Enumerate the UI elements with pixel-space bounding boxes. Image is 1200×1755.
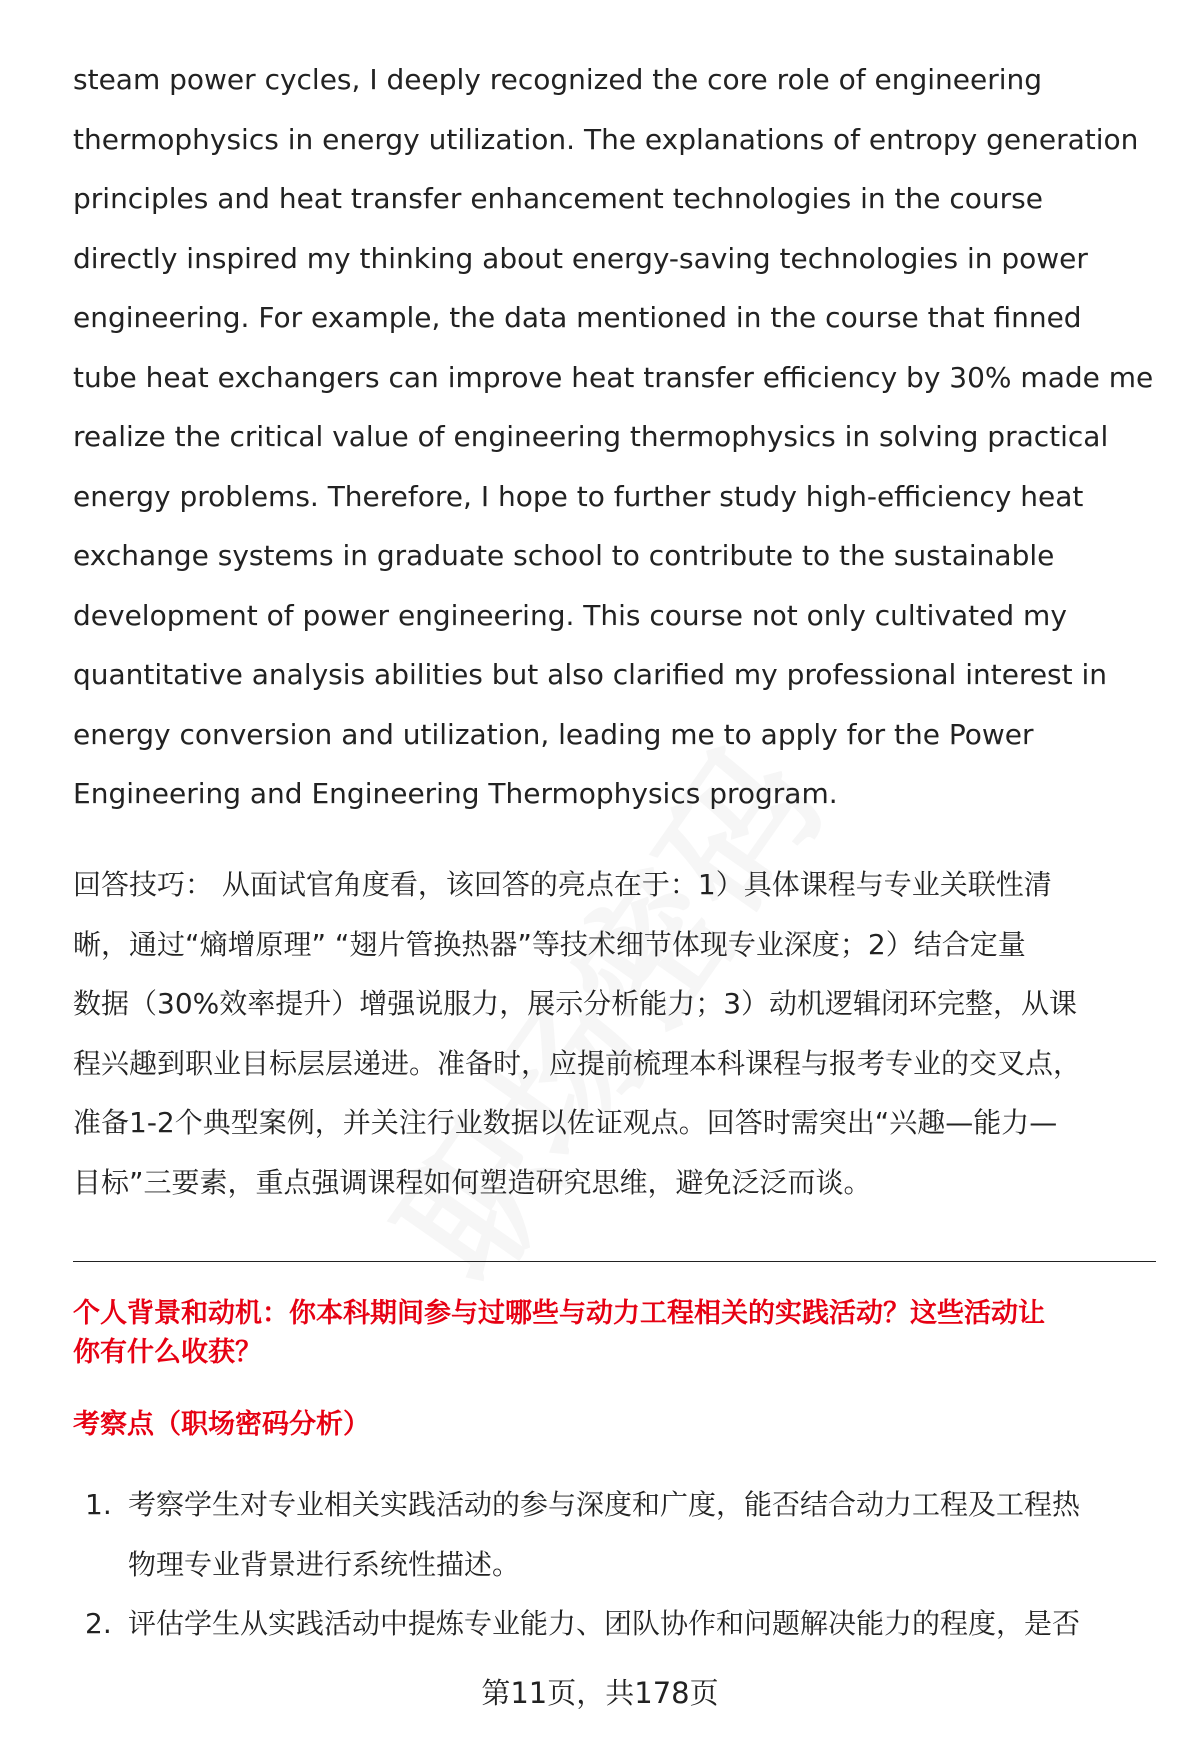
list-item	[85, 1594, 1175, 1654]
text-line: thermophysics in energy utilization. The explanations of entropy generation	[73, 122, 1139, 156]
text-line: 晰，通过“熵增原理” “翅片管换热器”等技术细节体现专业深度；2）结合定量	[73, 927, 1026, 961]
text-line: 评估学生从实践活动中提炼专业能力、团队协作和问题解决能力的程度，是否	[128, 1607, 1081, 1640]
text-line: principles and heat transfer enhancement technologies in the course	[73, 182, 1043, 215]
text-line: 数据（30%效率提升）增强说服力，展示分析能力；3）动机逻辑闭环完整，从课	[73, 987, 1078, 1020]
tips-paragraph	[73, 855, 1163, 1212]
list-number: 2.	[85, 1607, 112, 1640]
page-number: 第11页，共178页	[481, 1676, 719, 1710]
text-line: engineering. For example, the data mentioned in the course that finned	[73, 301, 1082, 334]
text-line: quantitative analysis abilities but also clarified my professional interest in	[73, 658, 1108, 691]
text-line: realize the critical value of engineering thermophysics in solving practical	[73, 420, 1109, 453]
question-heading	[73, 1294, 1163, 1372]
text-line: energy problems. Therefore, I hope to further study high-efficiency heat	[73, 479, 1084, 513]
text-line: directly inspired my thinking about energy-saving technologies in power	[73, 241, 1088, 275]
heading-line: 个人背景和动机：你本科期间参与过哪些与动力工程相关的实践活动？这些活动让	[73, 1298, 1045, 1329]
assessment-list	[85, 1475, 1175, 1654]
list-number: 1.	[85, 1488, 112, 1521]
text-line: 程兴趣到职业目标层层递进。准备时，应提前梳理本科课程与报考专业的交叉点，	[73, 1046, 1082, 1080]
answer-paragraph	[73, 50, 1163, 824]
list-item	[85, 1475, 1175, 1594]
text-line: exchange systems in graduate school to contribute to the sustainable	[73, 539, 1055, 572]
text-line: energy conversion and utilization, leading me to apply for the Power	[73, 717, 1034, 751]
text-line: 目标”三要素，重点强调课程如何塑造研究思维，避免泛泛而谈。	[73, 1165, 872, 1199]
heading-line: 你有什么收获？	[73, 1337, 262, 1368]
text-line: steam power cycles, I deeply recognized the core role of engineering	[73, 63, 1043, 96]
text-line: 准备1-2个典型案例，并关注行业数据以佐证观点。回答时需突出“兴趣—能力—	[73, 1106, 1058, 1139]
text-line: 回答技巧： 从面试官角度看，该回答的亮点在于：1）具体课程与专业关联性清	[73, 868, 1052, 901]
text-line: development of power engineering. This course not only cultivated my	[73, 598, 1067, 632]
text-line: 物理专业背景进行系统性描述。	[128, 1547, 521, 1581]
text-line: 考察学生对专业相关实践活动的参与深度和广度，能否结合动力工程及工程热	[128, 1488, 1081, 1521]
text-line: Engineering and Engineering Thermophysics program.	[73, 777, 838, 810]
text-line: tube heat exchangers can improve heat transfer efficiency by 30% made me	[73, 360, 1154, 394]
section-divider	[73, 1261, 1156, 1262]
subheading: 考察点（职场密码分析）	[73, 1409, 370, 1440]
